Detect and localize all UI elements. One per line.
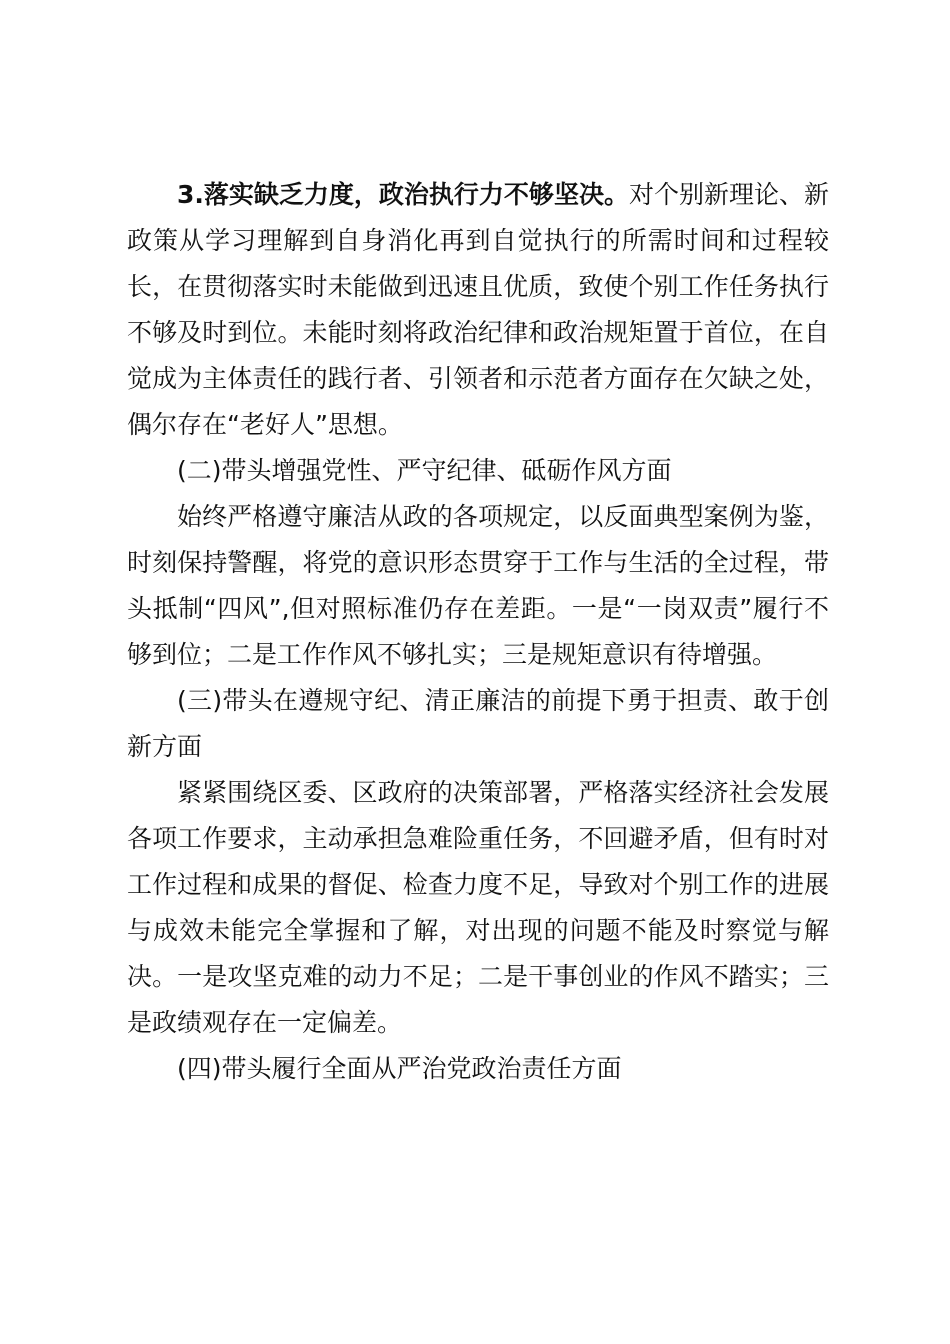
paragraph-lead-heading: 3.落实缺乏力度，政治执行力不够坚决。 xyxy=(177,180,629,209)
section-heading-4: (四)带头履行全面从严治党政治责任方面 xyxy=(177,1054,622,1083)
paragraph-discipline: 始终严格遵守廉洁从政的各项规定，以反面典型案例为鉴，时刻保持警醒，将党的意识形态贯穿于工作与生活的全过程，带头抵制“四风”,但对照标准仍存在差距。一是“一岗双责”履行不够到位；二是工作作风不够扎实；三是规矩意识有待增强。 xyxy=(127,502,829,669)
section-heading-3: (三)带头在遵规守纪、清正廉洁的前提下勇于担责、敢于创新方面 xyxy=(127,686,829,761)
paragraph-implementation xyxy=(127,172,829,448)
document-page xyxy=(127,172,829,1092)
paragraph-body: 对个别新理论、新政策从学习理解到自身消化再到自觉执行的所需时间和过程较长，在贯彻落实时未能做到迅速且优质，致使个别工作任务执行不够及时到位。未能时刻将政治纪律和政治规矩置于首位，在自觉成为主体责任的践行者、引领者和示范者方面存在欠缺之处，偶尔存在“老好人”思想。 xyxy=(127,180,829,439)
section-heading-2: (二)带头增强党性、严守纪律、砥砺作风方面 xyxy=(177,456,672,485)
paragraph-responsibility: 紧紧围绕区委、区政府的决策部署，严格落实经济社会发展各项工作要求，主动承担急难险重任务，不回避矛盾，但有时对工作过程和成果的督促、检查力度不足，导致对个别工作的进展与成效未能完全掌握和了解，对出现的问题不能及时察觉与解决。一是攻坚克难的动力不足；二是干事创业的作风不踏实；三是政绩观存在一定偏差。 xyxy=(127,778,829,1037)
